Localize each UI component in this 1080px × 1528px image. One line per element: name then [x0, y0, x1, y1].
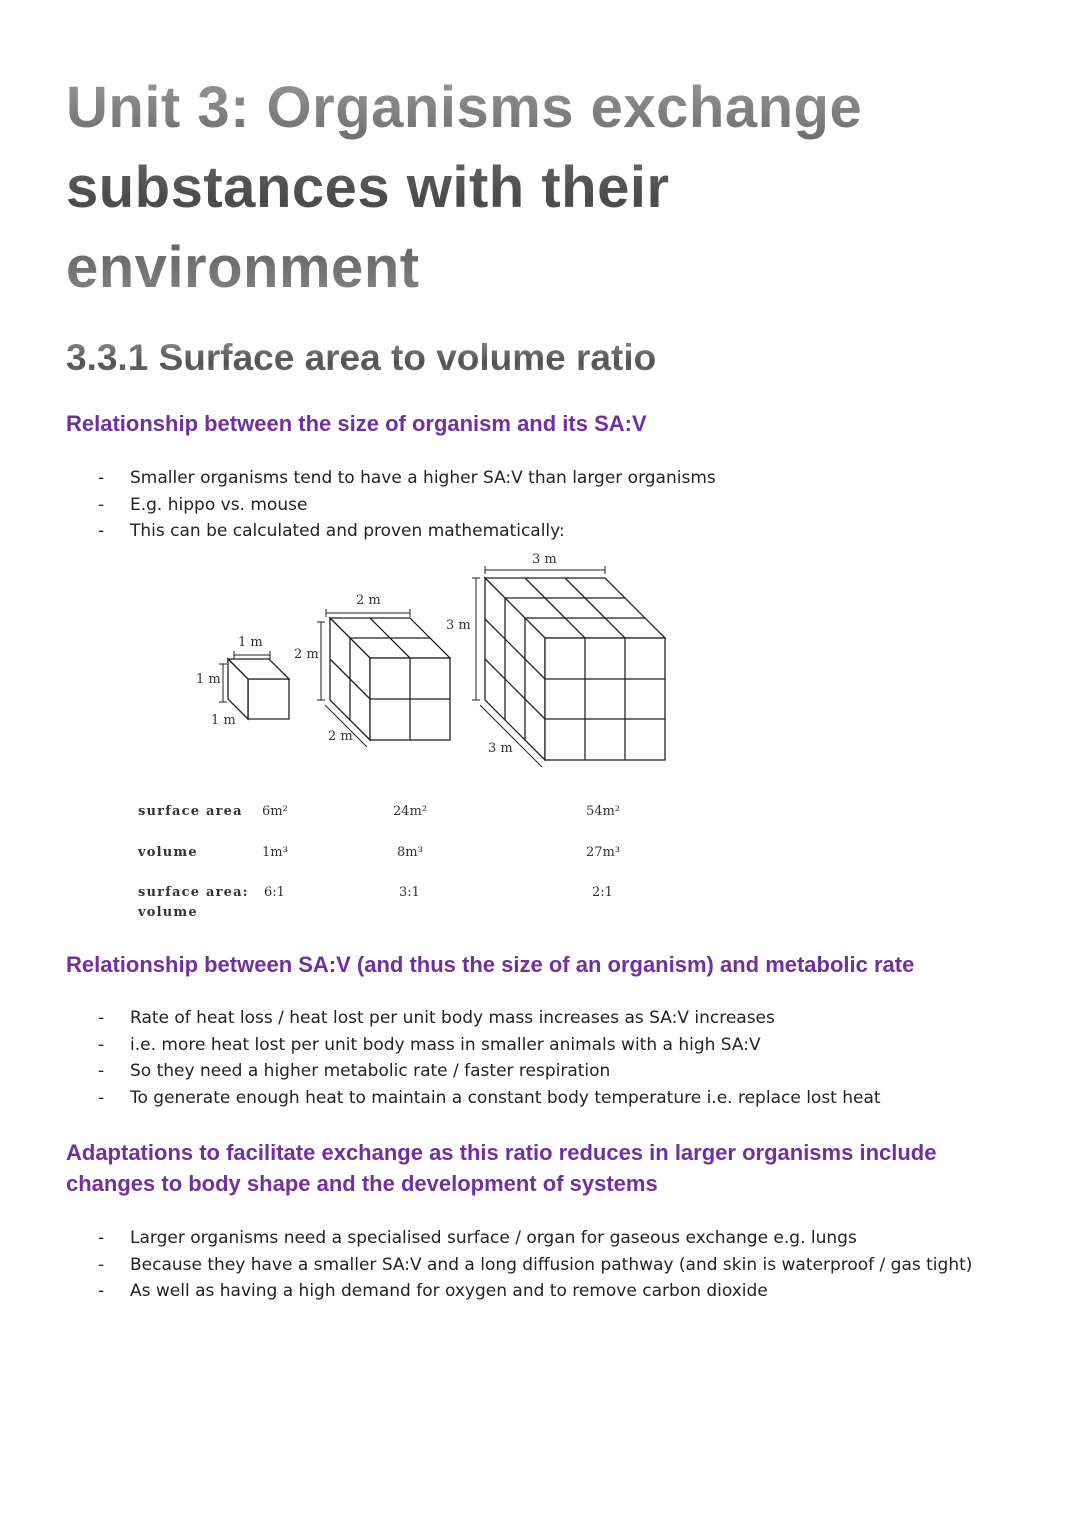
- bullet-item: - Because they have a smaller SA:V and a long diffusion pathway (and skin is waterproof / gas tight): [96, 1252, 996, 1279]
- cell-sa-2: 24m²: [393, 804, 428, 819]
- bullet-list-metabolic-rate: [96, 1005, 996, 1111]
- cell-vol-3: 27m³: [586, 845, 621, 860]
- cube2-left-label: 2 m: [294, 647, 319, 662]
- row-label-surface-area: surface area: [138, 804, 243, 819]
- bullet-item: - To generate enough heat to maintain a constant body temperature i.e. replace lost heat: [96, 1085, 996, 1112]
- cube-3m: [472, 566, 665, 767]
- subheading-sav-metabolic-rate: Relationship between SA:V (and thus the size of an organism) and metabolic rate: [66, 952, 915, 977]
- bullet-item: - i.e. more heat lost per unit body mass in smaller animals with a high SA:V: [96, 1032, 996, 1059]
- bullet-item: - So they need a higher metabolic rate / faster respiration: [96, 1058, 996, 1085]
- bullet-list-size-sav: [96, 465, 996, 545]
- sav-values-table: [137, 804, 620, 920]
- bullet-item: - This can be calculated and proven mathematically:: [96, 518, 996, 545]
- row-label-ratio: surface area:: [138, 885, 249, 900]
- cube-1m: [219, 651, 289, 719]
- cell-ratio-3: 2:1: [592, 885, 613, 900]
- unit-title: [66, 68, 966, 308]
- row-label-volume: volume: [138, 845, 198, 860]
- subheading-adaptations: Adaptations to facilitate exchange as this ratio reduces in larger organisms include changes to body shape and the development of systems: [66, 1140, 937, 1196]
- unit-title-line-1: Unit 3: Organisms exchange: [66, 75, 863, 140]
- bullet-item: - E.g. hippo vs. mouse: [96, 492, 996, 519]
- cell-ratio-2: 3:1: [399, 885, 420, 900]
- cube3-top-label: 3 m: [532, 552, 557, 567]
- subheading-size-sav: Relationship between the size of organism and its SA:V: [66, 411, 647, 436]
- cube1-left-label: 1 m: [196, 672, 221, 687]
- bullet-list-adaptations: [96, 1225, 996, 1305]
- cube2-bottom-label: 2 m: [328, 729, 353, 744]
- cube3-bottom-label: 3 m: [488, 741, 513, 756]
- bullet-item: - As well as having a high demand for oxygen and to remove carbon dioxide: [96, 1278, 996, 1305]
- cube3-left-label: 3 m: [446, 618, 471, 633]
- unit-title-line-2: substances with their: [66, 155, 670, 220]
- cell-vol-1: 1m³: [262, 845, 288, 860]
- row-label-ratio-line2: volume: [138, 905, 198, 920]
- section-title: 3.3.1 Surface area to volume ratio: [66, 334, 656, 382]
- bullet-item: - Smaller organisms tend to have a higher SA:V than larger organisms: [96, 465, 996, 492]
- cube1-top-label: 1 m: [238, 635, 263, 650]
- cell-sa-1: 6m²: [262, 804, 288, 819]
- cell-vol-2: 8m³: [397, 845, 423, 860]
- cell-ratio-1: 6:1: [264, 885, 285, 900]
- cube-2m: [317, 609, 450, 747]
- cube2-top-label: 2 m: [356, 593, 381, 608]
- cell-sa-3: 54m²: [586, 804, 621, 819]
- sav-cubes-diagram: [0, 540, 1080, 930]
- bullet-item: - Larger organisms need a specialised surface / organ for gaseous exchange e.g. lungs: [96, 1225, 996, 1252]
- unit-title-line-3: environment: [66, 235, 420, 300]
- bullet-item: - Rate of heat loss / heat lost per unit body mass increases as SA:V increases: [96, 1005, 996, 1032]
- cube1-bottom-label: 1 m: [211, 713, 236, 728]
